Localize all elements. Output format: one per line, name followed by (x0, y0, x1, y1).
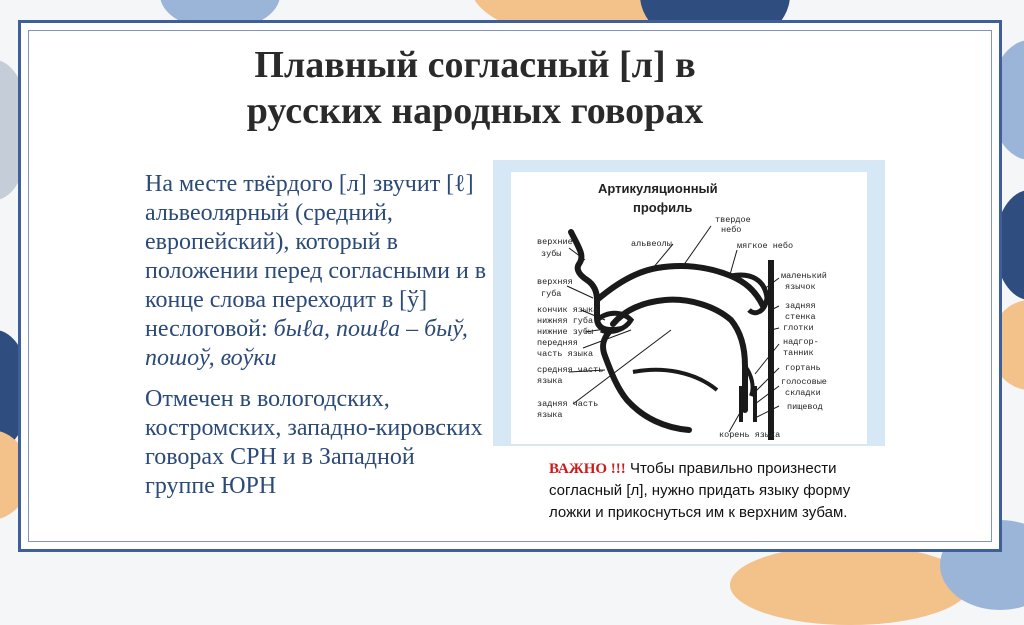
important-note (549, 458, 879, 524)
label-epiglottis-2: танник (783, 348, 814, 358)
decor-blob-orange-bottom (730, 545, 970, 625)
diagram-title-line-2: профиль (633, 200, 693, 215)
label-front-tongue-2: часть языка (537, 349, 594, 359)
label-epiglottis-1: надгор- (783, 337, 819, 347)
paragraph-dialects: Отмечен в вологодских, костромских, западно-кировских говорах СРН и в Западной группе ЮРН (145, 386, 483, 499)
label-upper-teeth-2: зубы (541, 249, 562, 259)
label-upper-teeth-1: верхние (537, 237, 573, 247)
title-line-2: русских народных говорах (246, 90, 704, 132)
body-text (145, 170, 490, 513)
label-pharynx-wall-2: стенка (785, 312, 816, 322)
label-vocal-folds-2: складки (785, 388, 821, 398)
articulation-diagram-svg (493, 160, 885, 446)
label-lower-teeth: нижние зубы (537, 327, 594, 337)
articulation-diagram (493, 160, 885, 446)
title-line-1: Плавный согласный [л] в (254, 44, 696, 86)
label-esophagus: пищевод (787, 402, 823, 412)
label-soft-palate: мягкое небо (737, 241, 794, 251)
label-tongue-root: корень языка (719, 430, 781, 440)
slide-title (150, 42, 800, 134)
label-vocal-folds-1: голосовые (781, 377, 827, 387)
paragraph-alveolar-l-text: На месте твёрдого [л] звучит [ℓ] альвеолярный (средний, европейский), который в положении перед согласными и в конце слова переходит в [ў] неслоговой: (145, 171, 487, 342)
diagram-title-line-1: Артикуляционный (598, 181, 718, 196)
important-note-text: Чтобы правильно произнести согласный [л], нужно придать языку форму ложки и прикоснуться им к верхним зубам. (549, 460, 851, 521)
label-hard-palate-2: небо (721, 225, 742, 235)
paragraph-examples: быℓа, пошℓа – быў, пошоў, воўки (145, 316, 468, 371)
label-pharynx-wall-1: задняя (785, 301, 816, 311)
label-upper-lip-2: губа (541, 289, 562, 299)
label-uvula-1: маленький (781, 271, 827, 281)
label-uvula-2: язычок (785, 282, 816, 292)
important-label: ВАЖНО !!! (549, 461, 626, 477)
label-back-tongue-2: языка (537, 410, 563, 420)
paragraph-alveolar-l (145, 170, 490, 373)
label-tongue-tip: кончик языка (537, 305, 599, 315)
label-mid-tongue-2: языка (537, 376, 563, 386)
label-front-tongue-1: передняя (537, 338, 578, 348)
label-alveoli: альвеолы (631, 239, 672, 249)
label-back-tongue-1: задняя часть (537, 399, 599, 409)
label-upper-lip-1: верхняя (537, 277, 573, 287)
label-pharynx-wall-3: глотки (783, 323, 814, 333)
label-hard-palate-1: твердое (715, 215, 751, 225)
label-larynx: гортань (785, 363, 821, 373)
label-lower-lip: нижняя губа (537, 316, 594, 326)
label-mid-tongue-1: средняя часть (537, 365, 604, 375)
